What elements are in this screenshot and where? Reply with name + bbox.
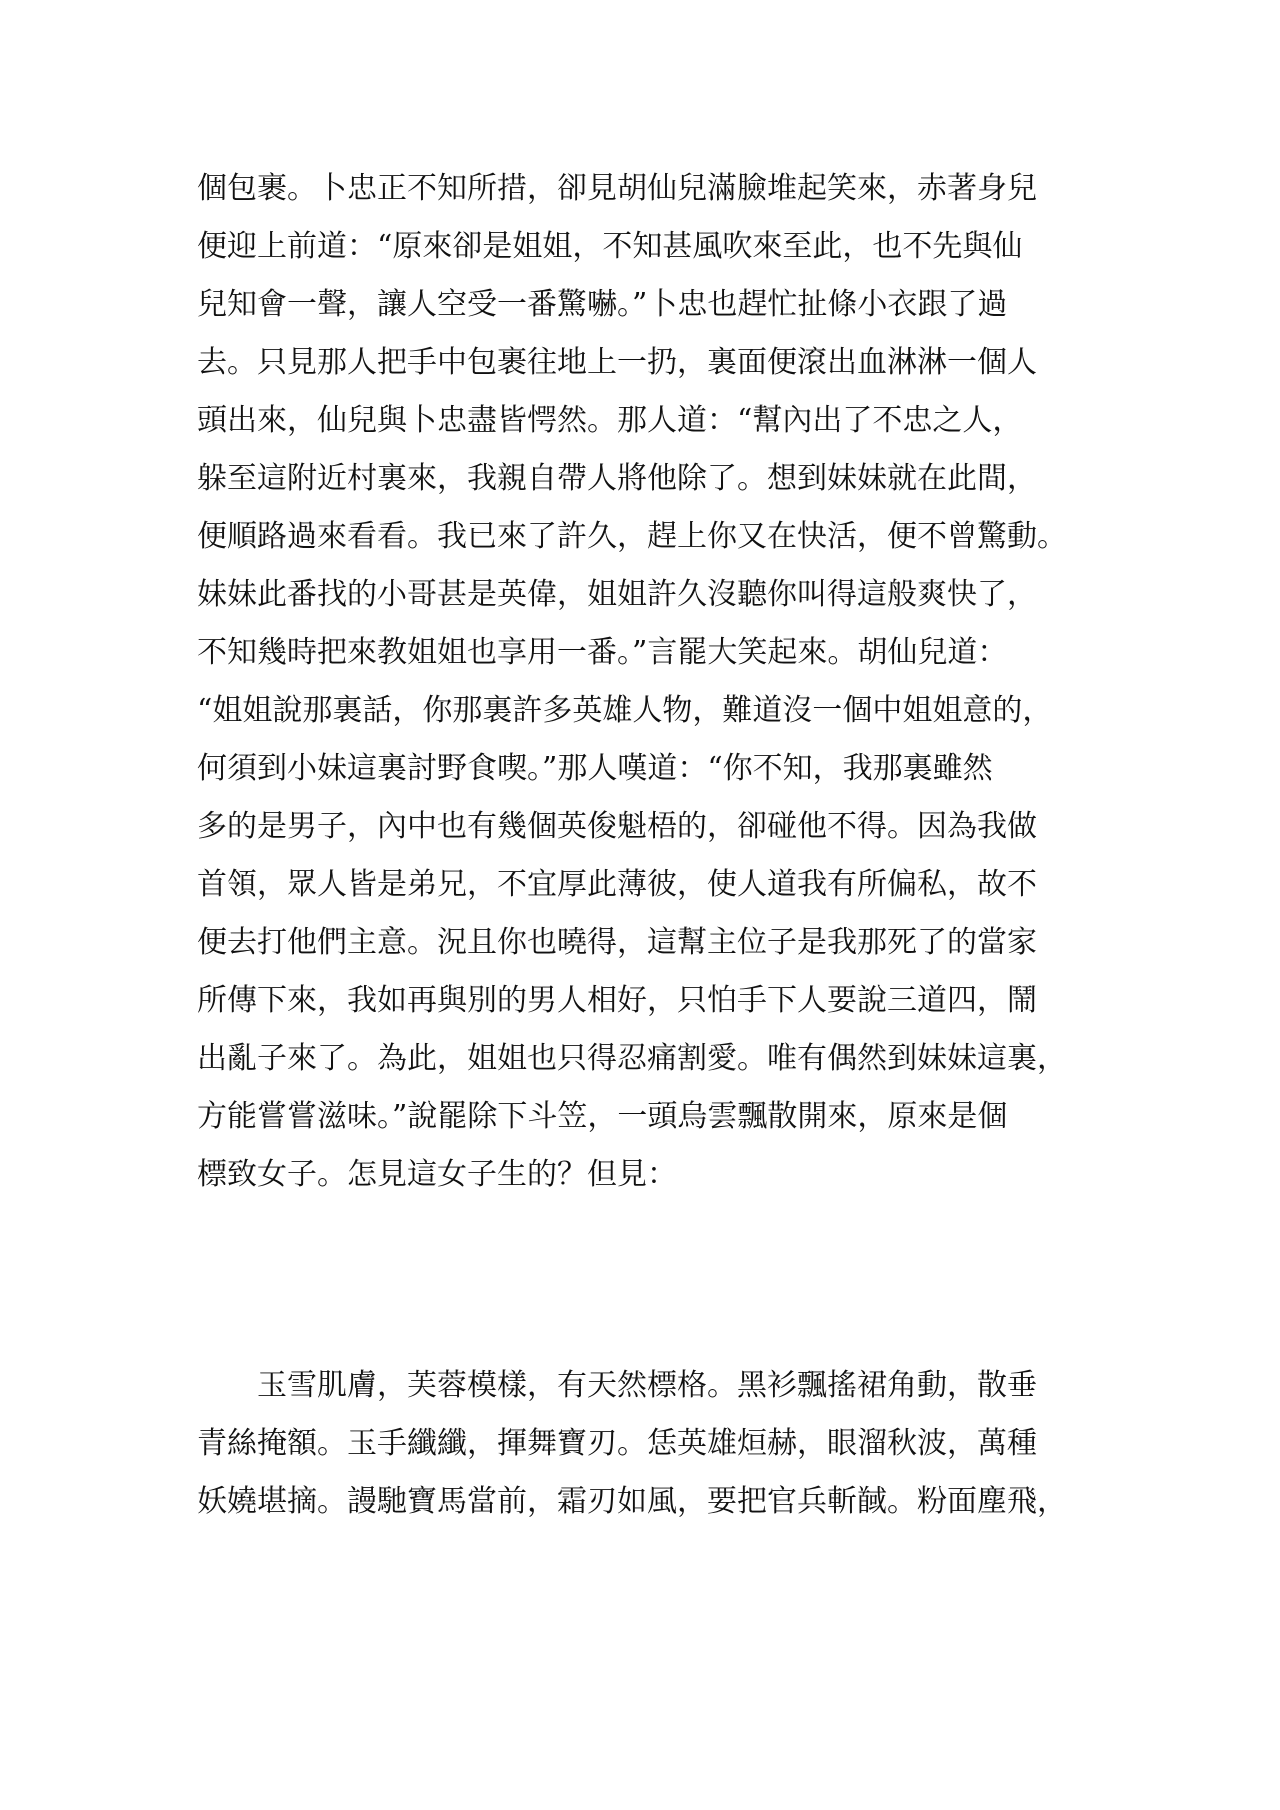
text-line: 標致女子。怎見這女子生的？但見： [197,1157,677,1192]
text-line: 何須到小妹這裏討野食喫。”那人嘆道：“你不知，我那裏雖然 [197,751,993,786]
text-line: 妹妹此番找的小哥甚是英偉，姐姐許久沒聽你叫得這般爽快了， [197,577,1037,612]
text-line: 首領，眾人皆是弟兄，不宜厚此薄彼，使人道我有所偏私，故不 [197,867,1037,902]
text-line: 多的是男子，內中也有幾個英俊魁梧的，卻碰他不得。因為我做 [197,809,1037,844]
text-line: 出亂子來了。為此，姐姐也只得忍痛割愛。唯有偶然到妹妹這裏， [197,1041,1067,1076]
text-line: “姐姐說那裏話，你那裏許多英雄人物，難道沒一個中姐姐意的， [197,693,1053,728]
text-line: 便順路過來看看。我已來了許久，趕上你又在快活，便不曾驚動。 [197,519,1067,554]
text-line: 個包裹。卜忠正不知所措，卻見胡仙兒滿臉堆起笑來，赤著身兒 [197,171,1037,206]
text-line: 妖嬈堪摘。謾馳寶馬當前，霜刃如風，要把官兵斬馘。粉面塵飛， [197,1484,1067,1519]
paragraph-1 [197,160,1087,1204]
text-line: 去。只見那人把手中包裹往地上一扔，裏面便滾出血淋淋一個人 [197,345,1037,380]
text-line: 兒知會一聲，讓人空受一番驚嚇。”卜忠也趕忙扯條小衣跟了過 [197,287,1008,322]
text-line: 不知幾時把來教姐姐也享用一番。”言罷大笑起來。胡仙兒道： [197,635,1008,670]
text-line: 頭出來，仙兒與卜忠盡皆愕然。那人道：“幫內出了不忠之人， [197,403,1023,438]
paragraph-2 [197,1357,1087,1531]
text-line: 便去打他們主意。況且你也曉得，這幫主位子是我那死了的當家 [197,925,1037,960]
text-line: 玉雪肌膚，芙蓉模樣，有天然標格。黑衫飄搖裙角動，散垂 [257,1368,1037,1403]
text-line: 青絲掩額。玉手纖纖，揮舞寶刃。恁英雄烜赫，眼溜秋波，萬種 [197,1426,1037,1461]
text-line: 躲至這附近村裏來，我親自帶人將他除了。想到妹妹就在此間， [197,461,1037,496]
text-line: 所傳下來，我如再與別的男人相好，只怕手下人要說三道四，鬧 [197,983,1037,1018]
text-line: 便迎上前道：“原來卻是姐姐，不知甚風吹來至此，也不先與仙 [197,229,1023,264]
text-line: 方能嘗嘗滋味。”說罷除下斗笠，一頭烏雲飄散開來，原來是個 [197,1099,1008,1134]
